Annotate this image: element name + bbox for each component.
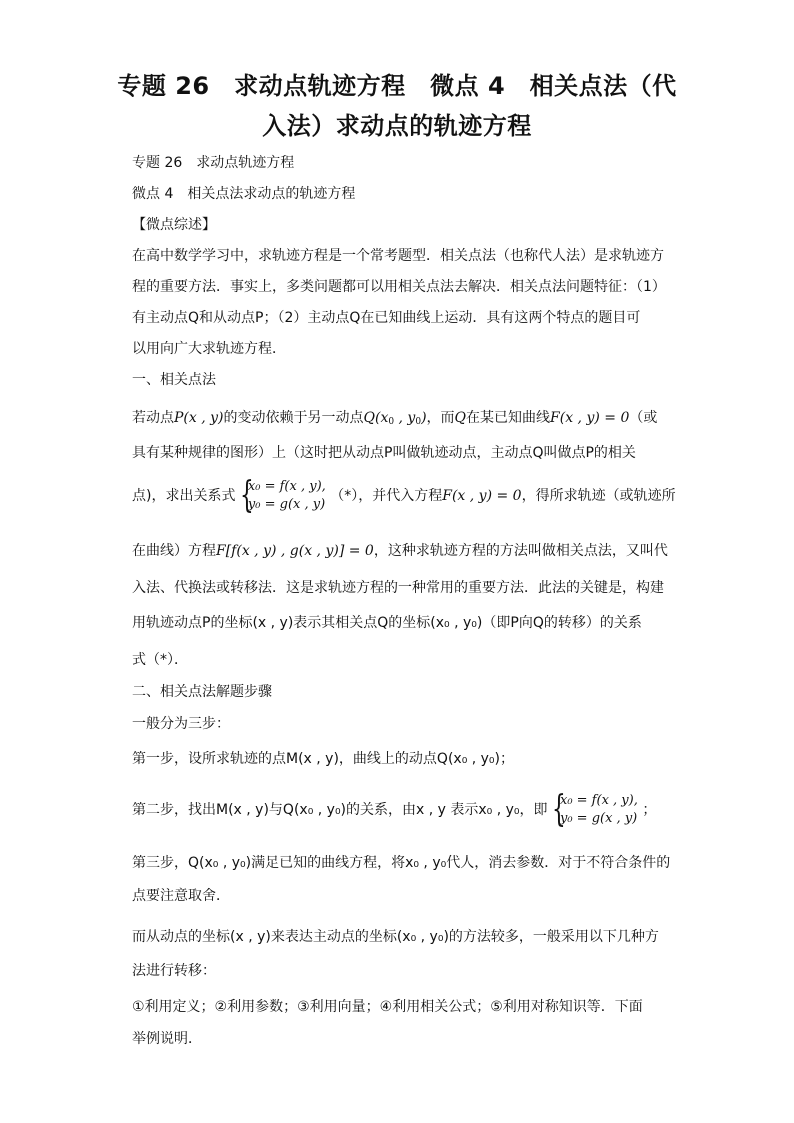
para2-line2: 法进行转移： xyxy=(132,963,216,979)
para1-line7: 式（*）． xyxy=(132,652,188,668)
breadcrumb-topic: 专题 26 求动点轨迹方程 xyxy=(132,155,295,171)
para1-line5: 入法、代换法或转移法．这是求轨迹方程的一种常用的重要方法．此法的关键是，构建 xyxy=(132,580,664,596)
doc-title-line2: 入法）求动点的轨迹方程 xyxy=(262,112,532,140)
steps-intro: 一般分为三步： xyxy=(132,716,230,732)
para1-line4: 在曲线）方程F[f(x , y) , g(x , y)] = 0，这种求轨迹方程的方法叫做相关点法，又叫代 xyxy=(132,543,668,559)
step-2: 第二步，找出M(x , y)与Q(x₀ , y₀)的关系，由x , y 表示x₀ , y₀，即 { x₀ = f(x , y), y₀ = g(x , y) ； xyxy=(132,789,657,830)
doc-title-line1: 专题 26 求动点轨迹方程 微点 4 相关点法（代 xyxy=(117,72,677,100)
para2-line1: 而从动点的坐标(x , y)来表达主动点的坐标(x₀ , y₀)的方法较多，一般采用以下几种方 xyxy=(132,929,659,945)
intro-line-2: 程的重要方法．事实上，多类问题都可以用相关点法去解决．相关点法问题特征：（1） xyxy=(132,279,666,295)
para1-line2: 具有某种规律的图形）上（这时把从动点P叫做轨迹动点，主动点Q叫做点P的相关 xyxy=(132,445,636,461)
intro-line-3: 有主动点Q和从动点P；（2）主动点Q在已知曲线上运动．具有这两个特点的题目可 xyxy=(132,310,641,326)
intro-line-4: 以用向广大求轨迹方程． xyxy=(132,341,286,357)
para1-line6: 用轨迹动点P的坐标(x , y)表示其相关点Q的坐标(x₀ , y₀)（即P向Q的转移）的关系 xyxy=(132,615,642,631)
para1-line1: 若动点P(x , y)的变动依赖于另一动点$Q(x_0$ , $y_0$)，而Q在某已知曲线F(x , y) = 0（或 xyxy=(132,410,658,427)
intro-line-1: 在高中数学学习中，求轨迹方程是一个常考题型．相关点法（也称代人法）是求轨迹方 xyxy=(132,248,664,264)
breadcrumb-subtopic: 微点 4 相关点法求动点的轨迹方程 xyxy=(132,186,356,202)
section-heading: 【微点综述】 xyxy=(132,217,216,233)
heading-solution-steps: 二、相关点法解题步骤 xyxy=(132,684,272,700)
relation-system-1: { x₀ = f(x , y), y₀ = g(x , y) xyxy=(239,475,326,516)
heading-related-point-method: 一、相关点法 xyxy=(132,372,216,388)
para3-line2: 举例说明． xyxy=(132,1031,202,1047)
step-3-line2: 点要注意取舍． xyxy=(132,888,230,904)
para1-line3: 点)，求出关系式 { x₀ = f(x , y), y₀ = g(x , y) （*），并代入方程F(x , y) = 0，得所求轨迹（或轨迹所 xyxy=(132,475,676,516)
relation-system-2: { x₀ = f(x , y), y₀ = g(x , y) xyxy=(551,789,638,830)
para3-line1: ①利用定义；②利用参数；③利用向量；④利用相关公式；⑤利用对称知识等．下面 xyxy=(132,999,643,1015)
step-1: 第一步，设所求轨迹的点M(x , y)，曲线上的动点Q(x₀ , y₀)； xyxy=(132,751,515,767)
step-3-line1: 第三步，Q(x₀ , y₀)满足已知的曲线方程，将x₀ , y₀代人，消去参数．对于不符合条件的 xyxy=(132,855,671,871)
